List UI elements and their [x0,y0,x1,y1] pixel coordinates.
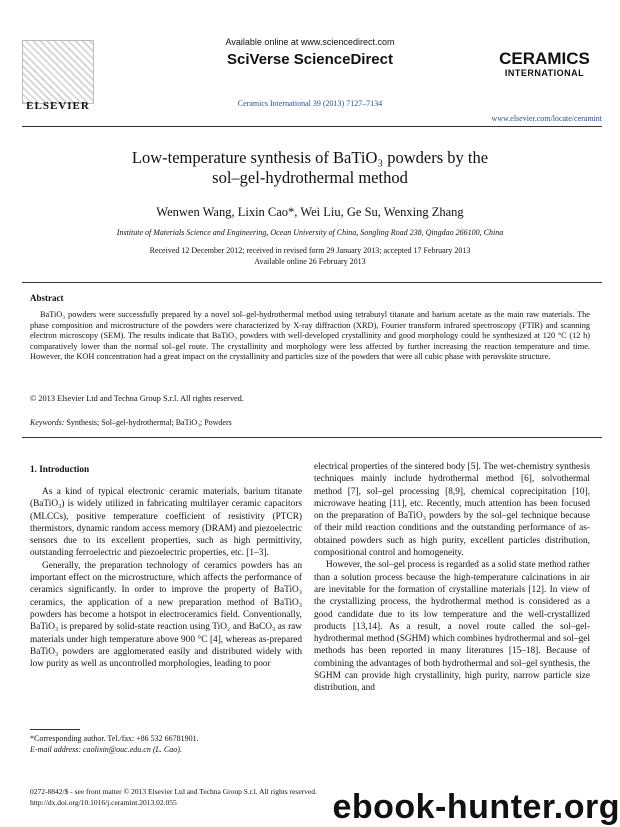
sciencedirect-brand: SciVerse ScienceDirect [227,51,393,68]
journal-logo-line2: INTERNATIONAL [504,68,585,78]
right-paragraph-2: However, the sol–gel process is regarded as a solid state method rather than a solution process because the high-temperature calcinations in air are inevitable for the formation of crystalline materials [12]. In view of the crystallizing process, the hydrothermal method is considered as a good candidate due to its low temperature and the well-crystallized products [13,14]. As a result, a novel route called the sol–gel-hydrothermal method (SGHM) which combines hydrothermal and sol–gel methods has been reported in many literatures [15–18]. Because of combining the advantages of both hydrothermal and sol–gel synthesis, the SGHM can provide high crystallinity, high purity, narrow particle size distribution, and [314,560,591,694]
abstract-top-rule [22,282,602,283]
journal-url-link[interactable]: www.elsevier.com/locate/ceramint [491,114,602,123]
left-column [30,486,302,670]
title-line-1: Low-temperature synthesis of BaTiO₃ powders by the [131,148,489,167]
received-dates: Received 12 December 2012; received in revised form 29 January 2013; accepted 17 February 2013 [149,246,471,255]
journal-citation[interactable]: Ceramics International 39 (2013) 7127–7134 [237,99,383,108]
article-title [40,148,580,188]
footnote-rule [30,729,80,730]
available-online-text[interactable]: Available online at www.sciencedirect.com [225,37,395,47]
header-rule [22,126,602,127]
author-list: Wenwen Wang, Lixin Cao*, Wei Liu, Ge Su, Wenxing Zhang [156,205,464,219]
left-paragraph-2: Generally, the preparation technology of ceramics powders has an important effect on the microstructure, which affects the performance of ceramics significantly. In order to improve the property of BaTiO₃ ceramics, the application of a new preparation method of BaTiO₃ powders has become a hotspot in electroceramics field. Conventionally, BaTiO₃ is prepared by solid-state reaction using TiO₂ and BaCO₃ as raw materials under high temperature above 900 °C [4], whereas as-prepared BaTiO₃ powders are agglomerated easily and distributed widely with low purity as well as uncontrolled morphologies, leading to poor [30,560,302,670]
copyright-line: © 2013 Elsevier Ltd and Techna Group S.r.l. All rights reserved. [30,394,244,403]
journal-logo-line1: CERAMICS [499,49,590,68]
keywords-list: Synthesis; Sol–gel-hydrothermal; BaTiO₃; Powders [64,418,232,427]
affiliation: Institute of Materials Science and Engineering, Ocean University of China, Songling Road 238, Qingdao 266100, China [116,228,504,237]
corresponding-author: *Corresponding author. Tel./fax: +86 532 66781901. [30,734,199,743]
title-line-2: sol–gel-hydrothermal method [212,168,408,187]
right-paragraph-1: electrical properties of the sintered body [5]. The wet-chemistry synthesis techniques mainly include hydrothermal method [6], solvothermal method [7], sol–gel processing [8,9], chemical coprecipitation [10], microwave heating [11], etc. Recently, much attention has been focused on the preparation of BaTiO₃ powders by the sol–gel technique because of their mild reaction conditions and the outstanding performance of as-obtained powders such as high purity, excellent particles distribution, compositional control and homogeneity. [314,462,590,559]
abstract-bottom-rule [22,437,602,438]
keywords-label: Keywords: [30,418,65,427]
watermark: ebook-hunter.org [332,788,620,826]
keywords-line [30,418,232,427]
email-address[interactable]: E-mail address: caolixin@ouc.edu.cn (L. Cao). [30,745,182,754]
abstract-text: BaTiO₃ powders were successfully prepared by a novel sol–gel-hydrothermal method using tetrabutyl titanate and barium acetate as the main raw materials. The phase composition and microstructure of the powders were characterized by X-ray diffraction (XRD), Fourier transform infrared spectroscopy (FTIR) and scanning electron microscopy (SEM). The results indicate that BaTiO₃ powders with well-developed crystallinity and good morphology could be synthesized at 120 °C (12 h) comparatively lower than the normal sol–gel route. The crystallinity and morphology were less affected by further increasing the reaction temperature and time. However, the KOH concentration had a great impact on the crystallinity and particles size of the powders that were all cubic phase with perovskite structure. [30,310,590,362]
abstract-heading: Abstract [30,293,64,303]
section-heading: 1. Introduction [30,464,90,474]
publisher-logo-text: ELSEVIER [26,100,90,112]
article-dates [0,245,620,267]
journal-logo [497,49,592,80]
elsevier-tree-logo [22,40,94,104]
footnote [30,733,199,755]
right-column [314,461,590,695]
doi-link[interactable]: http://dx.doi.org/10.1016/j.ceramint.2013.02.055 [30,798,177,807]
available-date: Available online 26 February 2013 [254,257,366,266]
left-paragraph-1: As a kind of typical electronic ceramic materials, barium titanate (BaTiO₃) is widely utilized in fabricating multilayer ceramic capacitors (MLCCs), positive temperature coefficient of resistivity (PTCR) thermistors, dynamic random access memory (DRAM) and piezoelectric sensors due to its excellent properties, such as high permittivity, outstanding ferroelectric and piezoelectric properties, etc. [1–3]. [30,487,302,559]
issn-line: 0272-8842/$ - see front matter © 2013 Elsevier Ltd and Techna Group S.r.l. All rights reserved. [30,787,317,796]
